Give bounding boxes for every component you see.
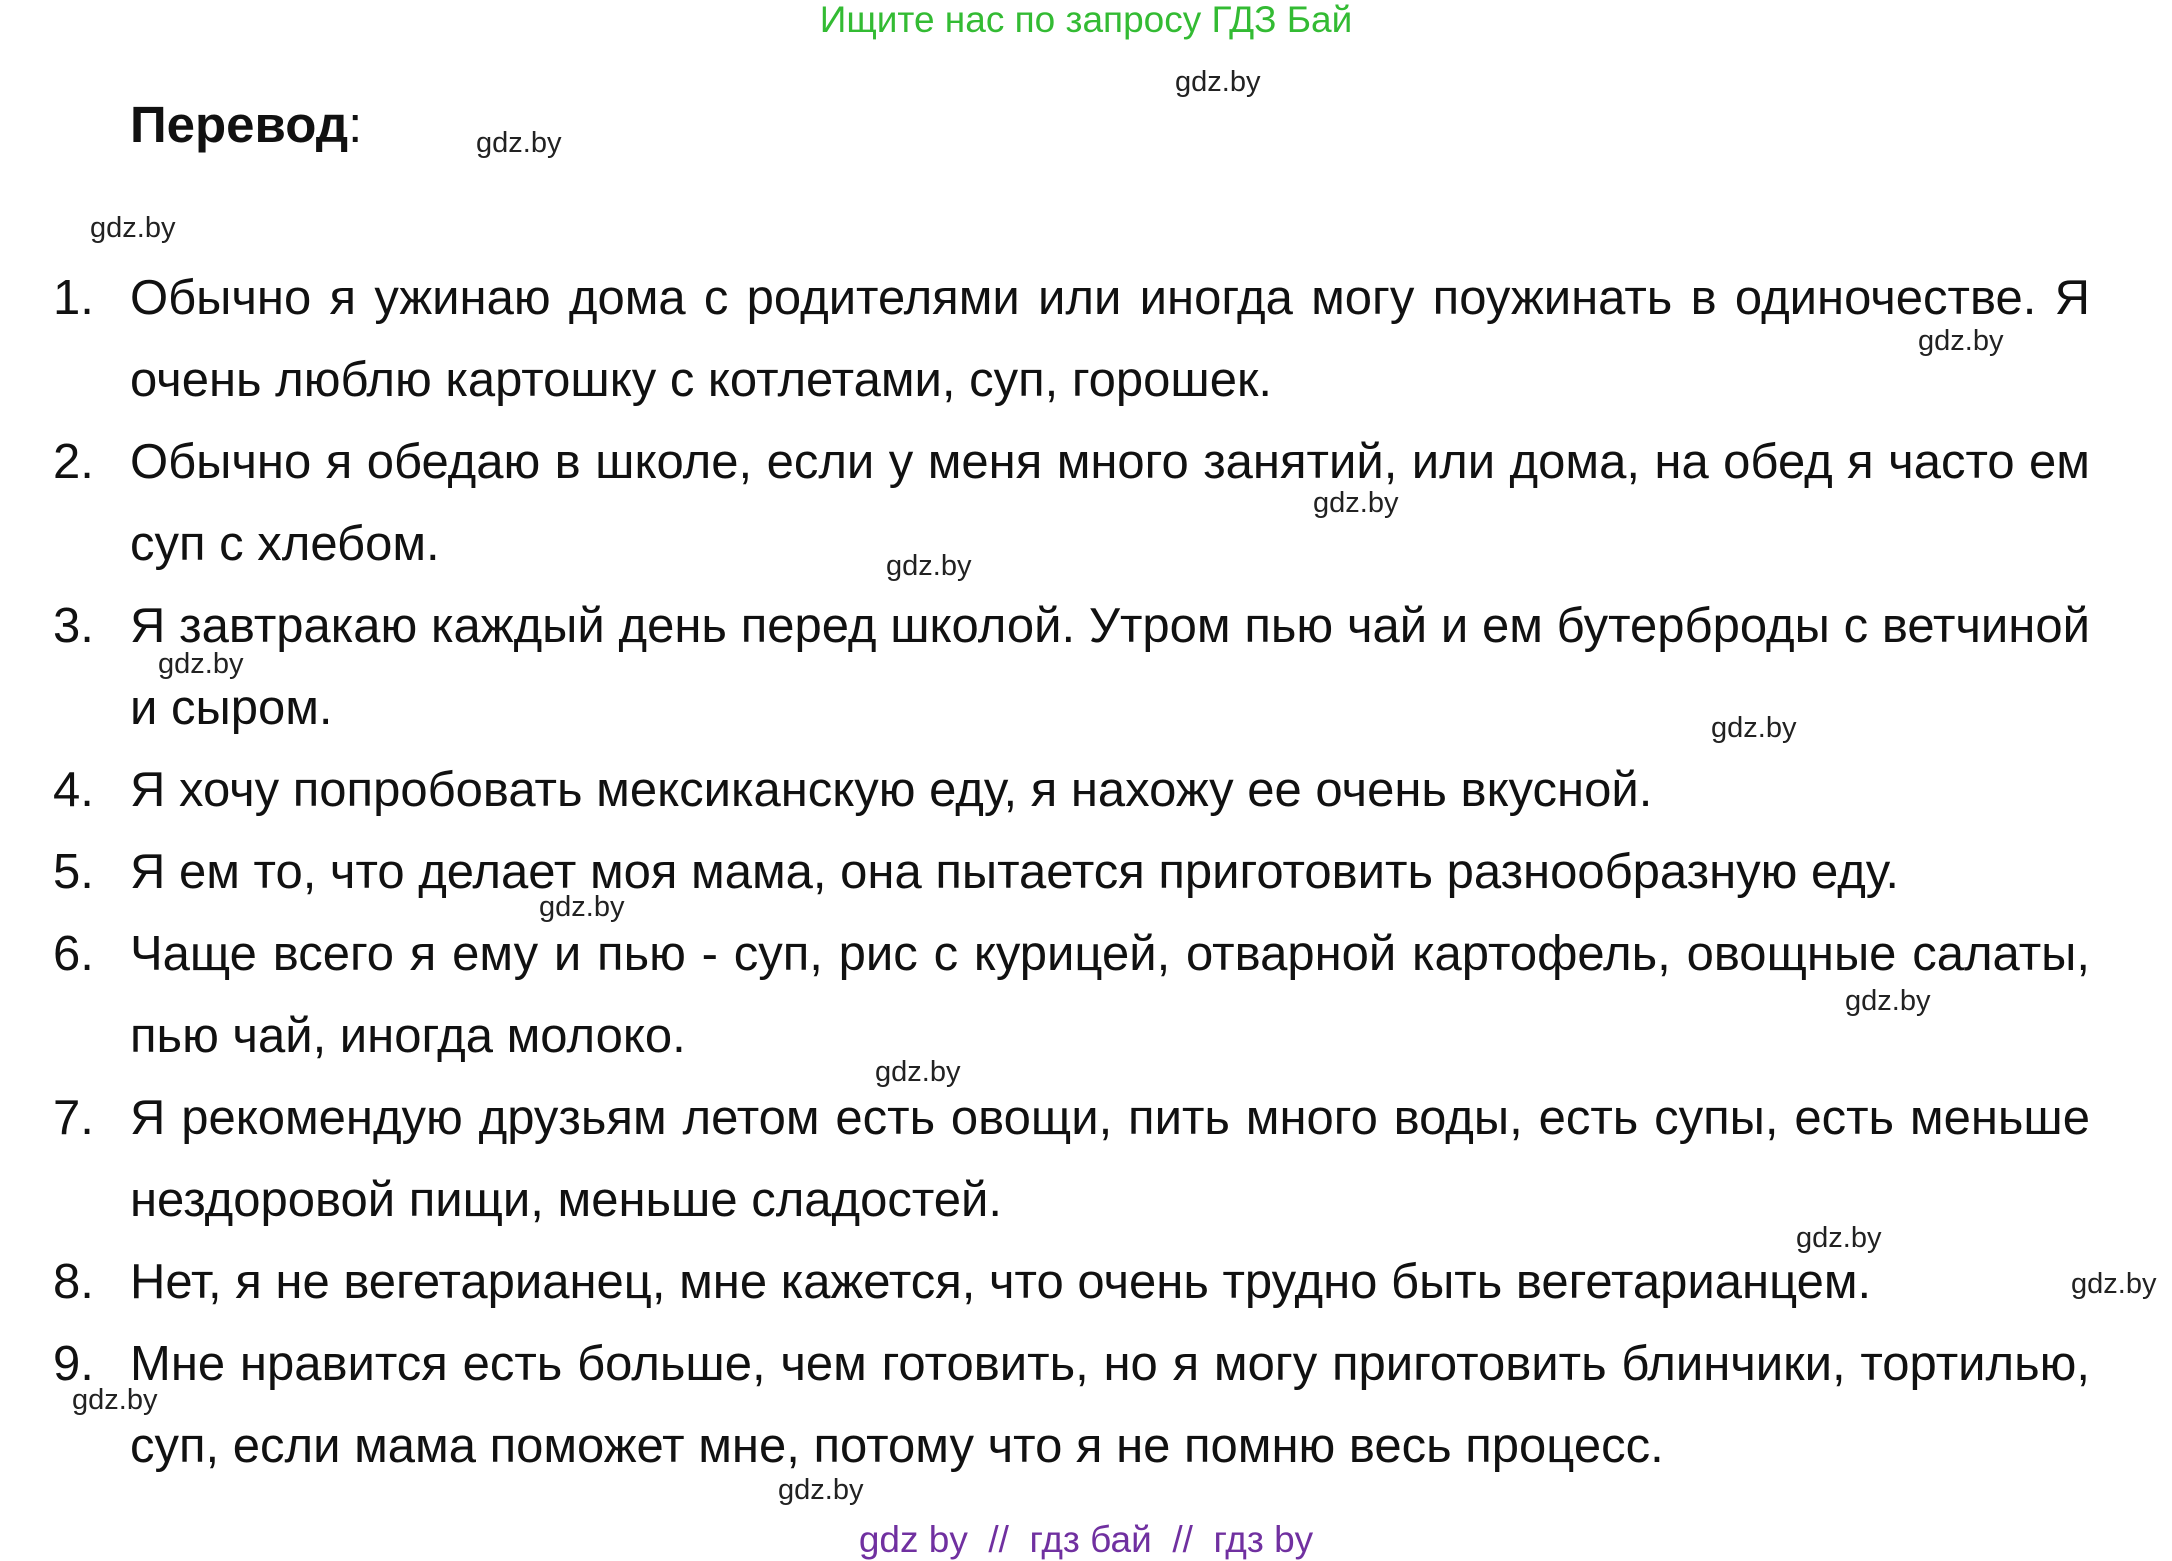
heading-colon: : [348, 96, 363, 153]
list-item-7 [53, 1077, 2090, 1241]
item-number: 8. [53, 1255, 94, 1309]
watermark: gdz.by [1711, 712, 1797, 744]
top-banner: Ищите нас по запросу ГДЗ Бай [819, 0, 1353, 40]
item-text: Нет, я не вегетарианец, мне кажется, что очень трудно быть вегетарианцем. [130, 1255, 1872, 1309]
watermark: gdz.by [886, 550, 972, 582]
list-item-2 [53, 421, 2090, 585]
footer-links: gdz by // гдз бай // гдз by [858, 1519, 1314, 1560]
watermark: gdz.by [2071, 1268, 2157, 1300]
list-item-6 [53, 913, 2090, 1077]
item-number: 4. [53, 763, 94, 817]
watermark: gdz.by [158, 648, 244, 680]
page-heading [130, 95, 362, 155]
item-number: 6. [53, 927, 94, 981]
item-text: Я хочу попробовать мексиканскую еду, я нахожу ее очень вкусной. [130, 763, 1653, 817]
watermark: gdz.by [875, 1056, 961, 1088]
answer-list [0, 257, 2172, 1487]
watermark: gdz.by [476, 127, 562, 159]
watermark: gdz.by [1845, 985, 1931, 1017]
list-item-1 [53, 257, 2090, 421]
item-text: Чаще всего я ему и пью - суп, рис с курицей, отварной картофель, овощные салаты, пью чай, иногда молоко. [130, 927, 2090, 1063]
watermark: gdz.by [1313, 487, 1399, 519]
item-text: Обычно я обедаю в школе, если у меня много занятий, или дома, на обед я часто ем суп с хлебом. [130, 435, 2090, 571]
watermark: gdz.by [1175, 66, 1261, 98]
item-text: Обычно я ужинаю дома с родителями или иногда могу поужинать в одиночестве. Я очень люблю картошку с котлетами, суп, горошек. [130, 271, 2090, 407]
item-text: Мне нравится есть больше, чем готовить, но я могу приготовить блинчики, тортилью, суп, если мама поможет мне, потому что я не помню весь процесс. [130, 1337, 2090, 1473]
item-number: 1. [53, 271, 94, 325]
item-number: 3. [53, 599, 94, 653]
list-item-4 [53, 749, 2090, 831]
item-text: Я рекомендую друзьям летом есть овощи, пить много воды, есть супы, есть меньше нездоровой пищи, меньше сладостей. [130, 1091, 2090, 1227]
item-text: Я ем то, что делает моя мама, она пытается приготовить разнообразную еду. [130, 845, 1900, 899]
watermark: gdz.by [90, 212, 176, 244]
item-number: 2. [53, 435, 94, 489]
item-text: Я завтракаю каждый день перед школой. Утром пью чай и ем бутерброды с ветчиной и сыром. [130, 599, 2090, 735]
heading-title: Перевод [130, 96, 349, 153]
item-number: 5. [53, 845, 94, 899]
watermark: gdz.by [1918, 325, 2004, 357]
watermark: gdz.by [72, 1384, 158, 1416]
watermark: gdz.by [539, 891, 625, 923]
watermark: gdz.by [1796, 1222, 1882, 1254]
item-number: 7. [53, 1091, 94, 1145]
watermark: gdz.by [778, 1474, 864, 1506]
item-number: 9. [53, 1337, 94, 1391]
list-item-5 [53, 831, 2090, 913]
